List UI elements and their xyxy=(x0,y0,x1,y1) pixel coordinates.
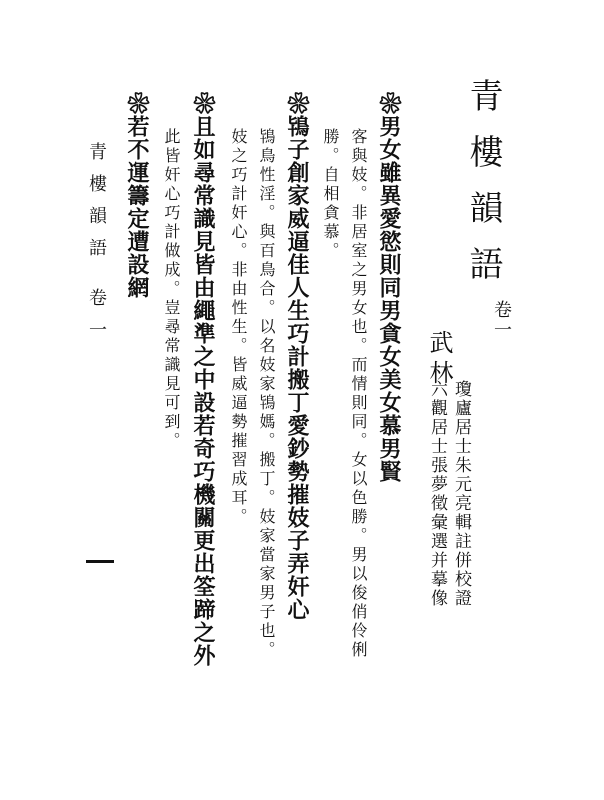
flower-icon: ❀ xyxy=(124,92,150,115)
author-place: 武林 xyxy=(425,330,453,390)
book-title: 青樓韻語 xyxy=(463,78,503,302)
verse-1-commentary-1: 客與妓。非居室之男女也。而情則同。女以色勝。男以俊俏伶俐 xyxy=(349,128,368,660)
flower-icon: ❀ xyxy=(284,92,310,115)
verse-3 xyxy=(192,92,214,667)
verse-3-text: 且如尋常識見皆由繩準之中設若奇巧機關更出筌蹄之外 xyxy=(190,115,216,667)
margin-title xyxy=(87,142,105,352)
page-number xyxy=(86,560,114,563)
author-line-2: 六觀居士張夢徵彙選并摹像 xyxy=(427,380,447,608)
verse-2-commentary-1: 鴇鳥性淫。與百鳥合。以名妓家鴇媽。搬丁。妓家當家男子也。 xyxy=(257,128,276,660)
page-number-text xyxy=(86,560,87,561)
margin-title-text: 青樓韻語 xyxy=(86,142,107,270)
author-line-1: 瓊廬居士朱元亮輯註併校證 xyxy=(451,380,471,608)
flower-icon: ❀ xyxy=(190,92,216,115)
margin-volume-text: 卷一 xyxy=(86,288,107,352)
verse-3-commentary-1: 此皆奸心巧計做成。豈尋常識見可到。 xyxy=(162,128,181,451)
verse-4-text: 若不運籌定遭設網 xyxy=(124,115,150,299)
verse-1-commentary-2: 勝。自相貪慕。 xyxy=(321,128,340,261)
verse-2-commentary-2: 妓之巧計奸心。非由性生。皆威逼勢摧習成耳。 xyxy=(229,128,248,527)
flower-icon: ❀ xyxy=(376,92,402,115)
verse-2 xyxy=(286,92,308,621)
verse-2-text: 鴇子創家威逼佳人生巧計搬丁愛鈔勢摧妓子弄奸心 xyxy=(284,115,310,621)
verse-1 xyxy=(378,92,400,483)
verse-4 xyxy=(126,92,148,299)
volume-label: 卷一 xyxy=(491,300,512,340)
verse-1-text: 男女雖異愛慾則同男貪女美女慕男賢 xyxy=(376,115,402,483)
